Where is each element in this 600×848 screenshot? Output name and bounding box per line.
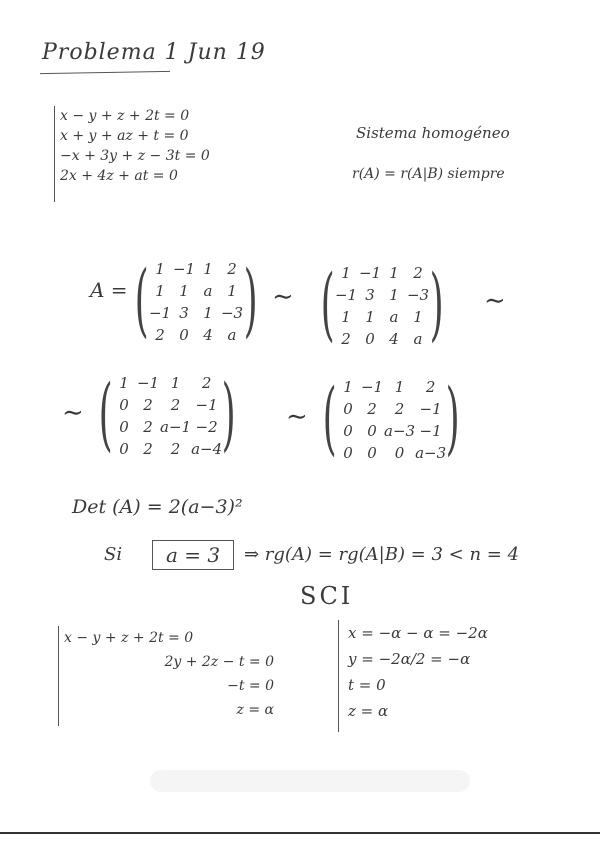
matrix-cell: 0 (343, 400, 353, 418)
matrix-row (336, 420, 446, 442)
matrix-row (334, 262, 430, 284)
matrix-cell: −1 (136, 374, 160, 392)
matrix-row (112, 372, 222, 394)
matrix-cell: 1 (203, 260, 213, 278)
matrix-cell: 0 (179, 326, 189, 344)
rank-statement: ⇒ rg(A) = rg(A|B) = 3 < n = 4 (244, 544, 520, 565)
matrix-cell: a (203, 282, 213, 300)
matrix-cell: 1 (389, 264, 399, 282)
left-paren: ( (98, 367, 113, 460)
page-bottom-edge (0, 832, 600, 834)
page-title: Problema 1 Jun 19 (42, 40, 266, 65)
matrix-cell: 2 (143, 396, 153, 414)
matrix-cell: −1 (172, 260, 196, 278)
matrix-cell: 0 (119, 440, 129, 458)
matrix-cell: 2 (143, 440, 153, 458)
matrix-cell: a−1 (160, 418, 192, 436)
determinant: Det (A) = 2(a−3)² (72, 496, 243, 518)
matrix-cell: 2 (143, 418, 153, 436)
matrix-a-label: A = (90, 278, 128, 302)
boxed-condition: a = 3 (152, 540, 234, 570)
matrix-cell: −3 (406, 286, 430, 304)
matrix-step-2 (98, 367, 236, 460)
equation-3: −x + 3y + z − 3t = 0 (60, 148, 210, 164)
reduced-eq-2: 2y + 2z − t = 0 (164, 654, 274, 670)
matrix-row (334, 306, 430, 328)
matrix-step-1 (320, 257, 444, 350)
right-paren: ) (221, 367, 236, 460)
right-paren: ) (445, 371, 460, 464)
left-paren: ( (134, 253, 149, 346)
matrix-row (148, 258, 244, 280)
system-of-equations (60, 106, 280, 186)
reduced-eq-1: x − y + z + 2t = 0 (64, 630, 194, 646)
left-paren: ( (322, 371, 337, 464)
matrix-cell: 4 (203, 326, 213, 344)
matrix-row (334, 284, 430, 306)
matrix-cell: −1 (419, 400, 442, 418)
solution-x: x = −α − α = −2α (348, 624, 488, 642)
matrix-cell: 0 (119, 418, 129, 436)
matrix-cell: −1 (360, 378, 384, 396)
matrix-cell: 1 (203, 304, 213, 322)
equation-2: x + y + az + t = 0 (60, 128, 189, 144)
matrix-cell: −1 (334, 286, 358, 304)
matrix-row (112, 416, 222, 438)
matrix-row (336, 442, 446, 464)
matrix-row (148, 280, 244, 302)
equivalence-tilde: ∼ (272, 282, 294, 312)
note-homogeneous: Sistema homogéneo (356, 124, 510, 142)
matrix-cell: 1 (343, 378, 353, 396)
matrix-cell: 2 (170, 396, 181, 414)
equivalence-tilde: ∼ (62, 398, 84, 428)
equation-4: 2x + 4z + at = 0 (60, 168, 178, 184)
matrix-cell: 1 (170, 374, 181, 392)
left-paren: ( (320, 257, 335, 350)
matrix-cell: 2 (367, 400, 377, 418)
matrix-cell: 1 (394, 378, 405, 396)
condition-si: Si (104, 544, 123, 565)
matrix-cell: 1 (155, 260, 165, 278)
matrix-cell: a (389, 308, 399, 326)
matrix-cell: 2 (413, 264, 423, 282)
matrix-cell: −1 (148, 304, 172, 322)
reduced-eq-3: −t = 0 (227, 678, 274, 694)
solution (348, 620, 558, 724)
matrix-row (148, 302, 244, 324)
title-underline (40, 71, 170, 74)
matrix-cell: −3 (220, 304, 244, 322)
matrix-cell: 0 (394, 444, 405, 462)
matrix-cell: 1 (227, 282, 237, 300)
matrix-cell: 1 (389, 286, 399, 304)
matrix-cell: 0 (343, 444, 353, 462)
reduced-eq-4: z = α (236, 702, 274, 718)
matrix-cell: 1 (155, 282, 165, 300)
matrix-cell: a−3 (415, 444, 447, 462)
matrix-cell: 2 (201, 374, 212, 392)
matrix-cell: a−3 (384, 422, 416, 440)
matrix-cell: 4 (389, 330, 399, 348)
solution-z: z = α (348, 702, 389, 720)
matrix-cell: 1 (413, 308, 423, 326)
matrix-cell: 3 (179, 304, 189, 322)
matrix-cell: a−4 (191, 440, 223, 458)
matrix-row (336, 376, 446, 398)
solution-bracket (338, 620, 339, 732)
matrix-cell: 0 (367, 422, 377, 440)
matrix-cell: 2 (155, 326, 165, 344)
equivalence-tilde: ∼ (286, 402, 308, 432)
matrix-cell: −2 (195, 418, 218, 436)
note-ranks: r(A) = r(A|B) siempre (352, 166, 505, 182)
matrix-cell: 3 (365, 286, 375, 304)
matrix-cell: a (227, 326, 237, 344)
matrix-cell: 2 (425, 378, 436, 396)
matrix-cell: 2 (341, 330, 351, 348)
matrix-cell: −1 (358, 264, 382, 282)
matrix-cell: 0 (367, 444, 377, 462)
matrix-cell: 1 (179, 282, 189, 300)
paper-smudge (150, 770, 470, 792)
matrix-step-3 (322, 371, 460, 464)
matrix-cell: 0 (119, 396, 129, 414)
matrix-cell: 1 (119, 374, 129, 392)
solution-t: t = 0 (348, 676, 386, 694)
solution-y: y = −2α/2 = −α (348, 650, 471, 668)
right-paren: ) (243, 253, 258, 346)
matrix-row (148, 324, 244, 346)
reduced-bracket (58, 626, 59, 726)
matrix-row (336, 398, 446, 420)
matrix-row (112, 394, 222, 416)
system-bracket (54, 106, 55, 202)
matrix-cell: a (413, 330, 423, 348)
equation-1: x − y + z + 2t = 0 (60, 108, 190, 124)
matrix-cell: −1 (419, 422, 442, 440)
matrix-cell: 2 (394, 400, 405, 418)
matrix-a (134, 253, 258, 346)
matrix-cell: 1 (341, 308, 351, 326)
matrix-cell: 1 (341, 264, 351, 282)
right-paren: ) (429, 257, 444, 350)
classification: SCI (300, 582, 354, 610)
matrix-cell: 2 (170, 440, 181, 458)
matrix-cell: 1 (365, 308, 375, 326)
matrix-cell: 2 (227, 260, 237, 278)
matrix-row (334, 328, 430, 350)
reduced-system (64, 626, 294, 722)
equivalence-tilde: ∼ (484, 286, 506, 316)
matrix-cell: 0 (365, 330, 375, 348)
matrix-cell: 0 (343, 422, 353, 440)
matrix-row (112, 438, 222, 460)
matrix-cell: −1 (195, 396, 218, 414)
